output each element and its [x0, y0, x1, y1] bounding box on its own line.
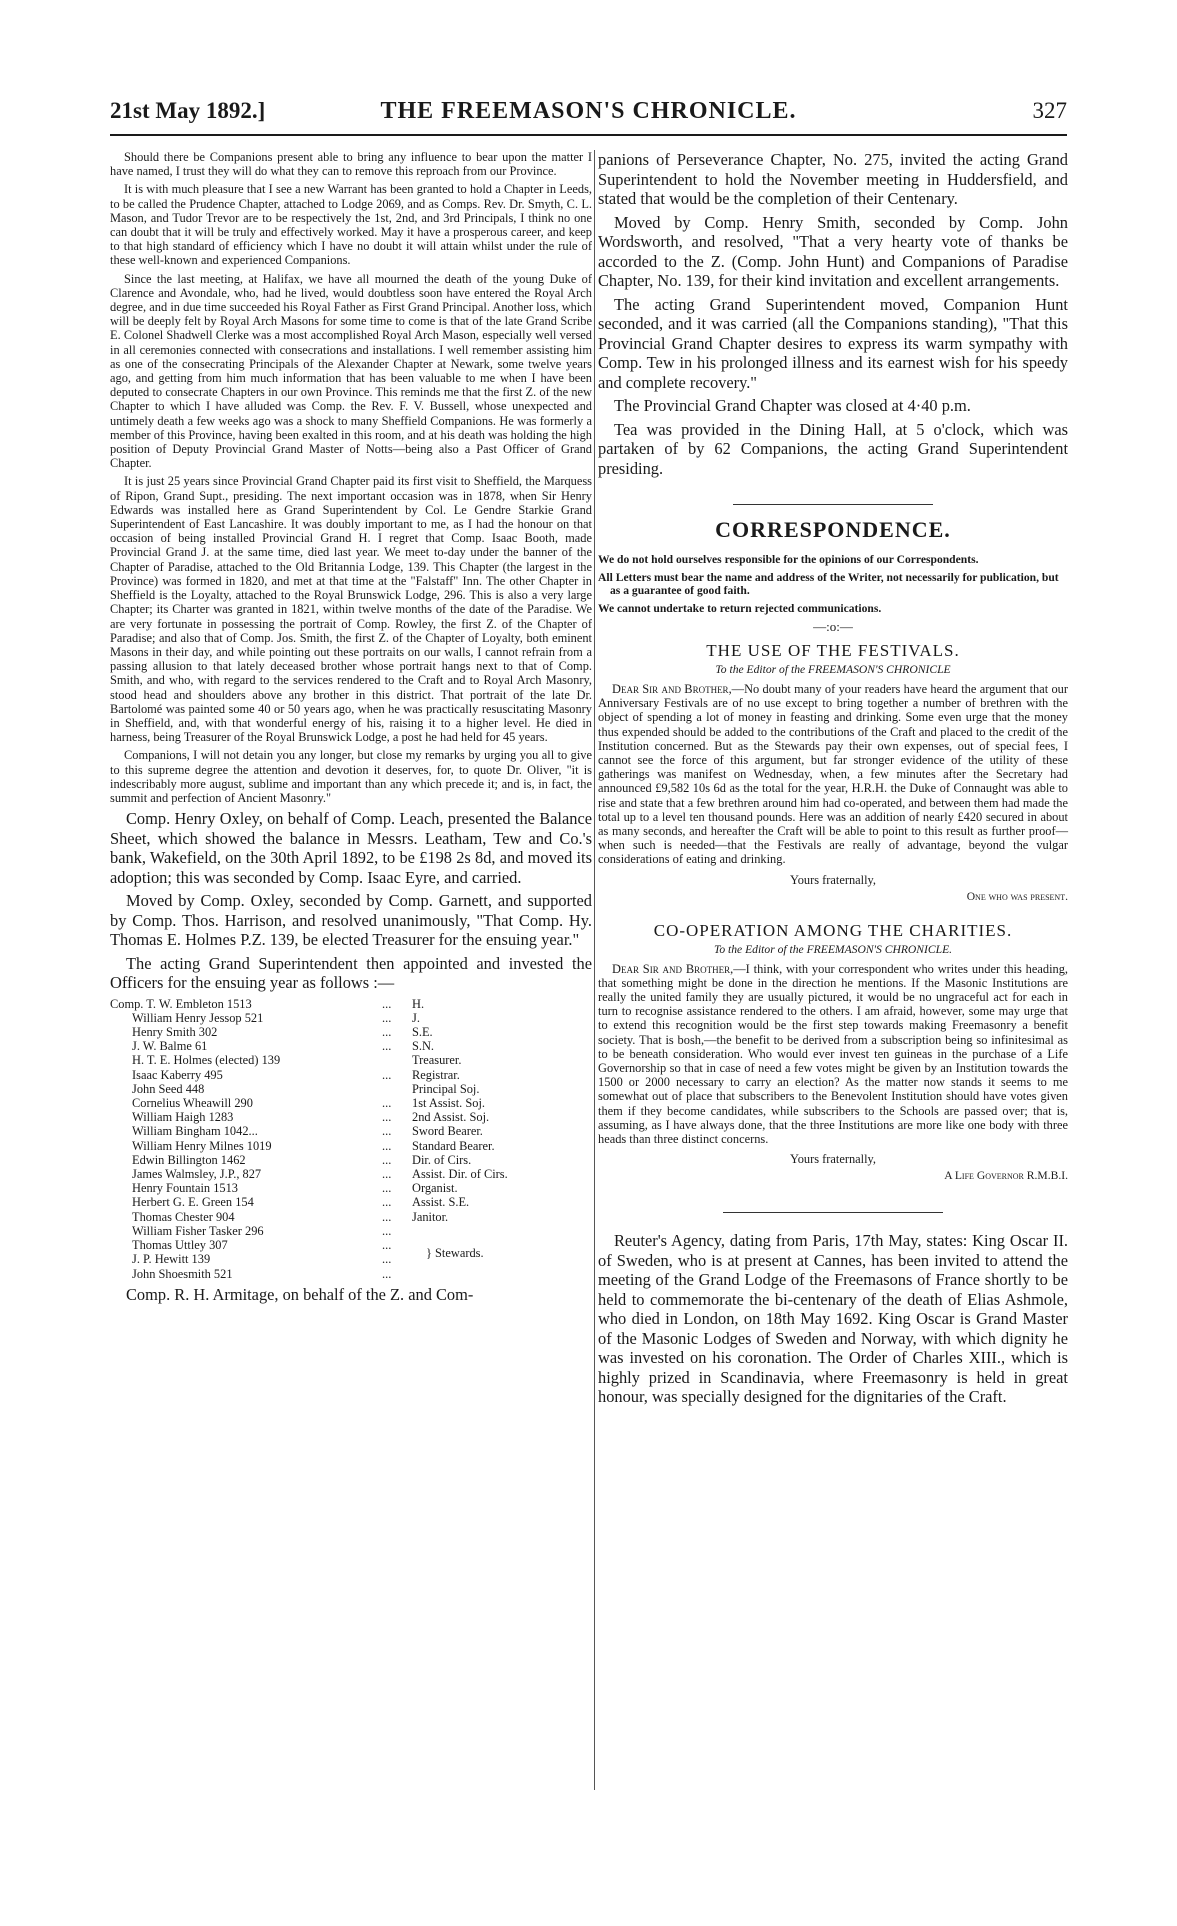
roster-row: John Shoesmith 521 ... [132, 1266, 392, 1281]
notice: All Letters must bear the name and address of the Writer, not necessarily for publication, but as a guarantee of good faith. [598, 570, 1059, 597]
roster-row: Edwin Billington 1462 ... Dir. of Cirs. [132, 1152, 472, 1167]
roster-row: Thomas Chester 904 ... Janitor. [132, 1209, 449, 1224]
signature: A Life Governor R.M.B.I. [944, 1169, 1068, 1183]
masthead-title: THE FREEMASON'S CHRONICLE. [380, 98, 797, 124]
sign-off: Yours fraternally, [789, 1152, 877, 1167]
roster-row: H. T. E. Holmes (elected) 139 Treasurer. [132, 1053, 462, 1068]
section-divider [723, 1212, 943, 1213]
paragraph: Companions, I will not detain you any longer, but close my remarks by urging you all to give to this supreme degree the attention and devotion it deserves, for, to quote Dr. Oliver, "it is indescribably more august, sublime and important than any which precede it; and is, in fact, the summit and perfection of Ancient Masonry." [110, 748, 592, 805]
article-title-charities: CO-OPERATION AMONG THE CHARITIES. [653, 920, 1013, 940]
article-subtitle: To the Editor of the FREEMASON'S CHRONICLE [715, 663, 951, 676]
article-subtitle: To the Editor of the FREEMASON'S CHRONICLE. [713, 942, 953, 956]
roster-row: Henry Fountain 1513 ... Organist. [132, 1181, 458, 1196]
roster-row: William Fisher Tasker 296 ... [132, 1223, 392, 1238]
salutation: Dear Sir and Brother, [612, 961, 734, 976]
correspondence-heading: CORRESPONDENCE. [715, 517, 951, 542]
left-column [110, 150, 592, 1308]
closing-line: Comp. R. H. Armitage, on behalf of the Z. and Com- [126, 1284, 474, 1304]
roster-row: William Henry Milnes 1019 ... Standard Bearer. [132, 1138, 495, 1153]
paragraph: Moved by Comp. Oxley, seconded by Comp. Garnett, and supported by Comp. Thos. Harrison, and resolved unanimously, "That Comp. Hy. Thomas E. Holmes P.Z. 139, be elected Treasurer for the ensuing year." [110, 891, 592, 950]
roster-row: William Bingham 1042... ... Sword Bearer. [132, 1124, 483, 1139]
signature: One who was present. [966, 889, 1068, 903]
section-divider [733, 504, 933, 505]
paragraph: It is just 25 years since Provincial Grand Chapter paid its first visit to Sheffield, the Marquess of Ripon, Grand Supt., presiding. The next important occasion was in 1878, when Sir Henry Edwards was installed here as Grand Superintendent by Col. Le Gendre Starkie Grand Superintendent of East Lancashire. It was doubly important to me, as I had the honour on that occasion of being installed Provincial Grand H. I regret that Comp. Isaac Booth, made Provincial Grand J. at the same time, died last year. We meet to-day under the banner of the Chapter of Paradise, attached to the Old Britannia Lodge, 139. This Chapter (the largest in the Province) was formed in 1820, and met at that time at the "Falstaff" Inn. The other Chapter in Sheffield is the Loyalty, attached to the Royal Brunswick Lodge, 296. This is also a very large Chapter; its Charter was granted in 1821, within twelve months of the date of the Paradise. We are very fortunate in possessing the portrait of Comp. Rowley, the first Z. of the Chapter of Paradise; and also that of Comp. Jos. Smith, the first Z. of the Chapter of Loyalty, both eminent Masons in their day, and while pointing out these portraits on our walls, I cannot refrain from a passing allusion to that lately deceased brother whose portrait hangs next to that of Comp. Smith, and who, with regard to the services rendered to the Craft and to Royal Arch Masonry, stood head and shoulders above any brother in this district. That portrait of the late Dr. Bartolomé was painted some 40 or 50 years ago, when he was practically resuscitating Masonry in Sheffield, and, with that wonderful energy of his, raising it to a higher level. He died in harness, being Treasurer of the Royal Brunswick Lodge, a post he had held for 45 years. [110, 474, 592, 745]
article-title-festivals: THE USE OF THE FESTIVALS. [706, 641, 960, 660]
steward-group [110, 1224, 592, 1281]
letter-charities [598, 962, 1068, 1147]
paragraph: Since the last meeting, at Halifax, we have all mourned the death of the young Duke of Clarence and Avondale, who, had he lived, would doubtless soon have entered the Royal Arch degree, and in due time succeeded his Royal Father as First Grand Principal. Another loss, which will be deeply felt by Royal Arch Masons for some time to come is that of the late Grand Scribe E. Colonel Shadwell Clerke was a most accomplished Royal Arch Mason, especially well versed in all ceremonies connected with consecrations and installations. I well remember assisting him as one of the consecrating Principals of the Alexander Chapter at Newark, some twelve years ago, and getting from him much information that has been valuable to me when I have been deputed to consecrate Chapters in our own Province. This reminds me that the first Z. of the new Chapter to which I have alluded was Comp. the Rev. F. V. Bussell, whose unexpected and untimely death a few weeks ago was a shock to many Sheffield Companions. He was formerly a member of this Province, having been exalted in this room, and at his death was holding the high position of Deputy Provincial Grand Master of Notts—being also a Past Officer of Grand Chapter. [110, 271, 592, 471]
officer-roster [110, 997, 592, 1281]
address-continuation [110, 150, 592, 805]
roster-row: William Haigh 1283 ... 2nd Assist. Soj. [132, 1110, 490, 1125]
roster-row: J. W. Balme 61 ... S.N. [132, 1039, 435, 1054]
issue-date: 21st May 1892.] [110, 98, 266, 123]
salutation: Dear Sir and Brother, [612, 682, 732, 696]
roster-row: Cornelius Wheawill 290 ... 1st Assist. Soj. [132, 1096, 485, 1111]
roster-row: William Henry Jessop 521 ... J. [132, 1010, 420, 1025]
letter-festivals [598, 682, 1068, 867]
notice: We do not hold ourselves responsible for the opinions of our Correspondents. [598, 553, 979, 566]
column-rule [594, 150, 595, 1790]
roster-row: Herbert G. E. Green 154 ... Assist. S.E. [132, 1195, 470, 1210]
paragraph: It is with much pleasure that I see a new Warrant has been granted to hold a Chapter in Leeds, to be called the Prudence Chapter, attached to Lodge 2069, and as Comps. Rev. Dr. Smyth, C. L. Mason, and Tudor Trevor are to be respectively the 1st, 2nd, and 3rd Principals, I think no one can doubt that it will be truly and effectively worked. May it have a prosperous career, and keep to that high standard of efficiency which I have no doubt it will attain whilst under the rule of these well-known and experienced Companions. [110, 182, 592, 268]
news-item [598, 1231, 1068, 1407]
roster-row: Comp. T. W. Embleton 1513 ... H. [110, 996, 425, 1011]
paragraph: Tea was provided in the Dining Hall, at 5 o'clock, which was partaken of by 62 Companions, the acting Grand Superintendent presiding. [598, 419, 1068, 478]
paragraph: Moved by Comp. Henry Smith, seconded by Comp. John Wordsworth, and resolved, "That a very hearty vote of thanks be accorded to the Z. (Comp. John Hunt) and Companions of Paradise Chapter, No. 139, for their kind invitation and excellent arrangements. [598, 212, 1068, 290]
stewards-label: } Stewards. [426, 1245, 484, 1260]
paragraph: Comp. Henry Oxley, on behalf of Comp. Leach, presented the Balance Sheet, which showed the balance in Messrs. Leatham, Tew and Co.'s bank, Wakefield, on the 30th April 1892, to be £198 2s 8d, and moved its adoption; this was seconded by Comp. Isaac Eyre, and carried. [110, 809, 592, 887]
proceedings [110, 809, 592, 993]
roster-row: J. P. Hewitt 139 ... [132, 1252, 392, 1267]
paragraph: panions of Perseverance Chapter, No. 275, invited the acting Grand Superintendent to hold the November meeting in Huddersfield, and stated that would be the completion of their Centenary. [598, 150, 1068, 208]
page-header [110, 98, 1067, 136]
sign-off: Yours fraternally, [789, 872, 877, 887]
reuters-paragraph: Reuter's Agency, dating from Paris, 17th May, states: King Oscar II. of Sweden, who is at present at Cannes, has been invited to attend the meeting of the Grand Lodge of the Freemasons of France shortly to be held to commemorate the bi-centenary of the death of Elias Ashmole, who died in London, on 18th May 1692. King Oscar is Grand Master of the Masonic Lodges of Sweden and Norway, with which dignity he was invested on his coronation. The Order of Charles XIII., which is highly prized in Scandinavia, where Freemasonry is held in great honour, was specially designed for the dignitaries of the Craft. [598, 1231, 1068, 1407]
letter-text: —I think, with your correspondent who writes under this heading, that something might be done in the direction he mentions. If the Masonic Institutions are really the united family they are usually pictured, it would be no ungraceful act for each in turn to recognise assistance rendered to the others. I am afraid, however, some may urge that to extend this recognition would be the first step towards making Freemasonry a benefit society. That is bosh,—the benefit to be derived from a subscription being so infinitesimal as to be beneath consideration. Who would ever invest ten guineas in the purchase of a Life Governorship so that in case of need a few votes might be given by an Institution towards the 1500 or 2000 necessary to carry an election? As the matter now stands it seems to me somewhat out of place that subscribers to the Benevolent Institution should have votes given them if they become candidates, while subscribers to the Schools are passed over; that is, assuming, as I have always done, that the three Institutions are more like one body with three heads than three distinct concerns. [598, 961, 1068, 1147]
paragraph: The Provincial Grand Chapter was closed at 4·40 p.m. [614, 396, 971, 415]
letter-body [598, 962, 1068, 1147]
proceedings-end [598, 150, 1068, 478]
paragraph: Should there be Companions present able to bring any influence to bear upon the matter I have named, I trust they will do what they can to remove this reproach from our Province. [110, 150, 592, 179]
roster-row: James Walmsley, J.P., 827 ... Assist. Dir. of Cirs. [132, 1167, 508, 1182]
roster-row: Thomas Uttley 307 ... [132, 1238, 392, 1253]
ornamental-divider: —:o:— [813, 619, 853, 634]
paragraph: The acting Grand Superintendent moved, Companion Hunt seconded, and it was carried (all the Companions standing), "That this Provincial Grand Chapter desires to express its warm sympathy with Comp. Tew in his prolonged illness and its earnest wish for his speedy and complete recovery." [598, 294, 1068, 392]
roster-row: John Seed 448 Principal Soj. [132, 1081, 480, 1096]
proceedings-continued [110, 1285, 592, 1305]
notice: We cannot undertake to return rejected communications. [598, 601, 882, 615]
letter-text: —No doubt many of your readers have heard the argument that our Anniversary Festivals are of no use except to bring together a number of brethren with the object of spending a lot of money in feasting and drinking. Some even urge that the money thus expended should be added to the contributions of the Craft and placed to the credit of the Institution concerned. But as the Stewards pay their own expenses, out of special fees, I cannot see the force of this argument, but far stronger evidence of the utility of these gatherings was manifest on Wednesday, when, a few minutes after the Secretary had announced £9,582 10s 6d as the total for the year, H.R.H. the Duke of Connaught was able to rise and state that a few brethren around him had co-operated, and between them had made the total up to a level ten thousand pounds. Here was an addition of nearly £420 secured in about as many seconds, and hereafter the Craft will be able to point to this result as further proof—when such is needed—that the Festivals are really of advantage, beyond the vulgar considerations of eating and drinking. [598, 682, 1068, 867]
paragraph: The acting Grand Superintendent then appointed and invested the Officers for the ensuing year as follows :— [110, 953, 592, 993]
roster-row: Henry Smith 302 ... S.E. [132, 1025, 433, 1040]
roster-row: Isaac Kaberry 495 ... Registrar. [132, 1067, 460, 1082]
letter-body [598, 682, 1068, 867]
right-column [598, 150, 1068, 1411]
page-number: 327 [1032, 98, 1067, 123]
